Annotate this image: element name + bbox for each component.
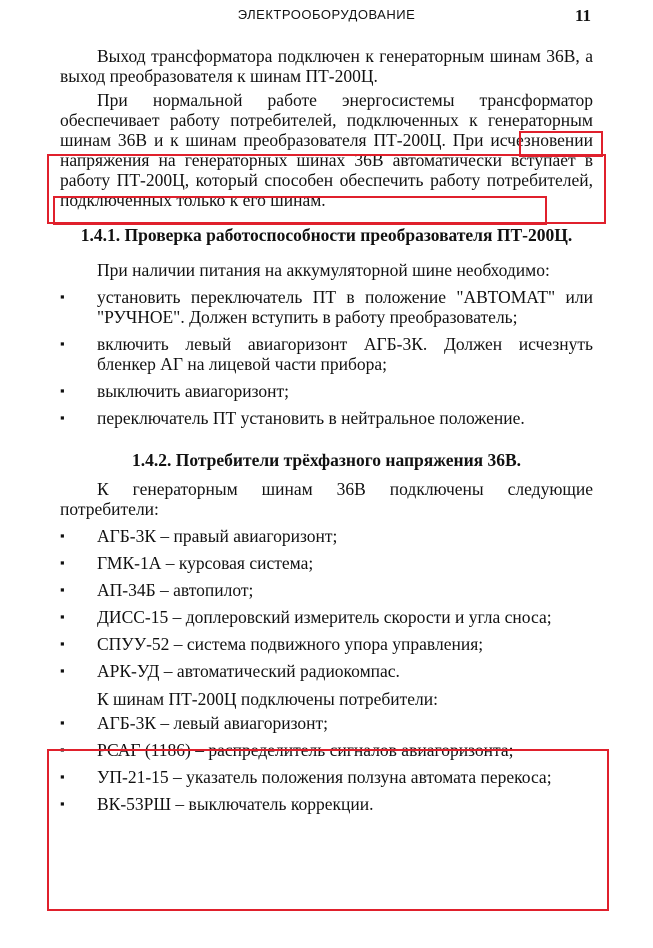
paragraph-transformer-output: Выход трансформатора подключен к генераторным шинам 36В, а выход преобразователя к шинам ПТ-200Ц.	[60, 46, 593, 86]
section-1-4-1-intro: При наличии питания на аккумуляторной шине необходимо:	[97, 260, 550, 280]
list-item: ▪ АГБ-3К – левый авиагоризонт;	[60, 713, 329, 733]
bullet-icon: ▪	[60, 336, 65, 351]
list-item: ▪ АГБ-3К – правый авиагоризонт;	[60, 526, 338, 546]
section-1-4-2-intro: К генераторным шинам 36В подключены следующие потребители:	[60, 479, 593, 519]
pt-consumers-list	[60, 713, 593, 814]
list-item: ▪ УП-21-15 – указатель положения ползуна автомата перекоса;	[60, 767, 552, 787]
bullet-icon: ▪	[60, 528, 65, 543]
check-steps-list	[60, 287, 593, 428]
bullet-icon: ▪	[60, 383, 65, 398]
bullet-icon: ▪	[60, 410, 65, 425]
paragraph-normal-operation: При нормальной работе энергосистемы трансформатор обеспечивает работу потребителей, подключенных к генераторным шинам 36В и к шинам преобразователя ПТ-200Ц. При исчезновении напряжения на генераторных шинах 36В автоматически вступает в работу ПТ-200Ц, который способен обеспечить работу потребителей, подключенных только к его шинам.	[60, 90, 593, 210]
section-heading-1-4-2: 1.4.2. Потребители трёхфазного напряжения 36В.	[131, 450, 522, 470]
bullet-icon: ▪	[60, 769, 65, 784]
bullet-icon: ▪	[60, 582, 65, 597]
list-item: ▪ СПУУ-52 – система подвижного упора управления;	[60, 634, 484, 654]
list-item: ▪ РСАГ (1186) – распределитель сигналов авиагоризонта;	[60, 740, 514, 760]
pt-consumers-intro: К шинам ПТ-200Ц подключены потребители:	[97, 689, 439, 709]
list-item: ▪ включить левый авиагоризонт АГБ-3К. Должен исчезнуть бленкер АГ на лицевой части прибора;	[60, 334, 593, 374]
list-item: ▪ ВК-53РШ – выключатель коррекции.	[60, 794, 374, 814]
list-item: ▪ выключить авиагоризонт;	[60, 381, 290, 401]
list-item: ▪ АРК-УД – автоматический радиокомпас.	[60, 661, 400, 681]
document-body	[60, 46, 593, 814]
bullet-icon: ▪	[60, 636, 65, 651]
list-item: ▪ установить переключатель ПТ в положение "АВТОМАТ" или "РУЧНОЕ". Должен вступить в работу преобразователь;	[60, 287, 593, 327]
bullet-icon: ▪	[60, 663, 65, 678]
list-item: ▪ ГМК-1А – курсовая система;	[60, 553, 314, 573]
bullet-icon: ▪	[60, 289, 65, 304]
bullet-icon: ▪	[60, 742, 65, 757]
consumers-36v-list	[60, 526, 593, 681]
list-item: ▪ АП-34Б – автопилот;	[60, 580, 254, 600]
section-heading-1-4-1: 1.4.1. Проверка работоспособности преобразователя ПТ-200Ц.	[80, 225, 573, 245]
bullet-icon: ▪	[60, 555, 65, 570]
page-number: 11	[574, 6, 591, 25]
bullet-icon: ▪	[60, 715, 65, 730]
running-header	[0, 7, 653, 27]
running-header-title: ЭЛЕКТРООБОРУДОВАНИЕ	[237, 7, 416, 22]
list-item: ▪ переключатель ПТ установить в нейтральное положение.	[60, 408, 525, 428]
list-item: ▪ ДИСС-15 – доплеровский измеритель скорости и угла сноса;	[60, 607, 552, 627]
bullet-icon: ▪	[60, 609, 65, 624]
bullet-icon: ▪	[60, 796, 65, 811]
